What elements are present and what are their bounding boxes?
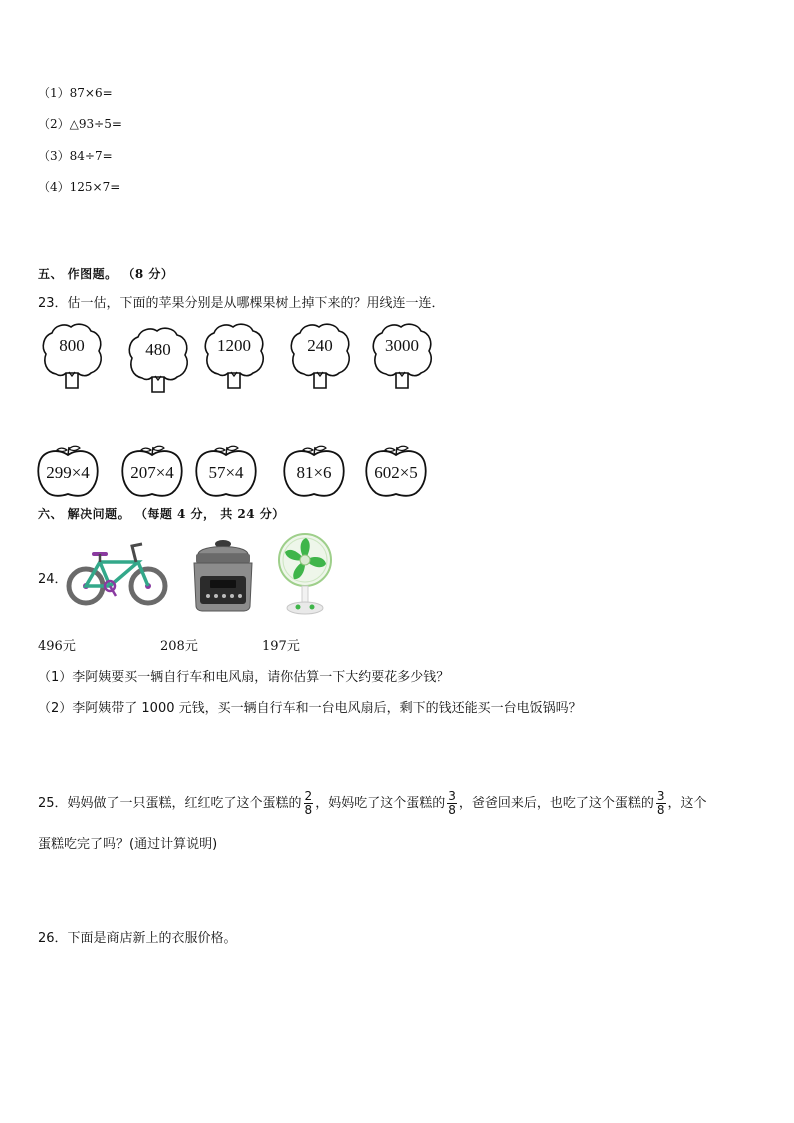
apple-label: 299×4 <box>46 463 90 482</box>
electric-fan-price: 197元 <box>262 639 300 654</box>
question-24-2: （2）李阿姨带了 1000 元钱，买一辆自行车和一台电风扇后，剩下的钱还能买一台电饭锅吗？ <box>38 701 582 716</box>
question-25-text-part-4: ，这个 <box>667 796 707 811</box>
fraction-denominator: 8 <box>656 803 665 817</box>
tree-label: 800 <box>59 336 85 355</box>
tree-4 <box>288 322 352 390</box>
rice-cooker-picture <box>188 534 258 616</box>
calc-item-2: （2）△93÷5= <box>38 117 122 131</box>
bicycle-icon <box>66 538 170 608</box>
tree-1 <box>40 322 104 390</box>
question-24-number: 24． <box>38 572 68 587</box>
fraction-3-8-second <box>656 790 666 817</box>
fraction-numerator: 3 <box>448 789 456 803</box>
question-25-line-1 <box>38 786 707 822</box>
apple-label: 602×5 <box>374 463 418 482</box>
bicycle-price: 496元 <box>38 639 76 654</box>
fraction-3-8-first <box>447 790 457 817</box>
apple-4 <box>282 444 346 498</box>
apple-2 <box>120 444 184 498</box>
apple-5 <box>364 444 428 498</box>
question-25-line-2: 蛋糕吃完了吗？(通过计算说明) <box>38 837 218 852</box>
fraction-2-8 <box>304 790 314 817</box>
fraction-numerator: 2 <box>304 789 313 803</box>
fraction-numerator: 3 <box>656 789 665 803</box>
tree-label: 240 <box>307 336 333 355</box>
question-25-text-part-2: ，妈妈吃了这个蛋糕的 <box>315 796 446 811</box>
bicycle-picture <box>66 538 170 612</box>
apple-label: 57×4 <box>208 463 244 482</box>
tree-label: 3000 <box>385 336 419 355</box>
tree-3 <box>202 322 266 390</box>
fraction-denominator: 8 <box>448 803 456 817</box>
apple-1 <box>36 444 100 498</box>
tree-5 <box>370 322 434 390</box>
calc-item-1: （1）87×6= <box>38 86 113 100</box>
apple-3 <box>194 444 258 498</box>
rice-cooker-icon <box>188 534 258 612</box>
electric-fan-icon <box>276 532 334 616</box>
question-25-text-part-1: 25．妈妈做了一只蛋糕，红红吃了这个蛋糕的 <box>38 796 302 811</box>
tree-label: 1200 <box>217 336 251 355</box>
electric-fan-picture <box>276 532 334 620</box>
tree-icon <box>202 322 266 390</box>
fraction-denominator: 8 <box>304 803 313 817</box>
question-25-text-part-3: ，爸爸回来后，也吃了这个蛋糕的 <box>458 796 654 811</box>
question-23: 23．估一估，下面的苹果分别是从哪棵果树上掉下来的？用线连一连． <box>38 296 445 311</box>
question-26: 26．下面是商店新上的衣服价格。 <box>38 931 237 946</box>
tree-icon <box>288 322 352 390</box>
section-6-heading: 六、 解决问题。 （每题 4 分， 共 24 分） <box>38 507 285 521</box>
calc-item-3: （3）84÷7= <box>38 149 113 163</box>
rice-cooker-price: 208元 <box>160 639 198 654</box>
question-24-1: （1）李阿姨要买一辆自行车和电风扇，请你估算一下大约要花多少钱？ <box>38 670 450 685</box>
section-5-heading: 五、 作图题。 （8 分） <box>38 267 174 281</box>
tree-icon <box>126 326 190 394</box>
apple-label: 81×6 <box>296 463 332 482</box>
tree-icon <box>40 322 104 390</box>
calc-item-4: （4）125×7= <box>38 180 121 194</box>
tree-2 <box>126 326 190 394</box>
tree-icon <box>370 322 434 390</box>
tree-label: 480 <box>145 340 171 359</box>
apple-label: 207×4 <box>130 463 174 482</box>
